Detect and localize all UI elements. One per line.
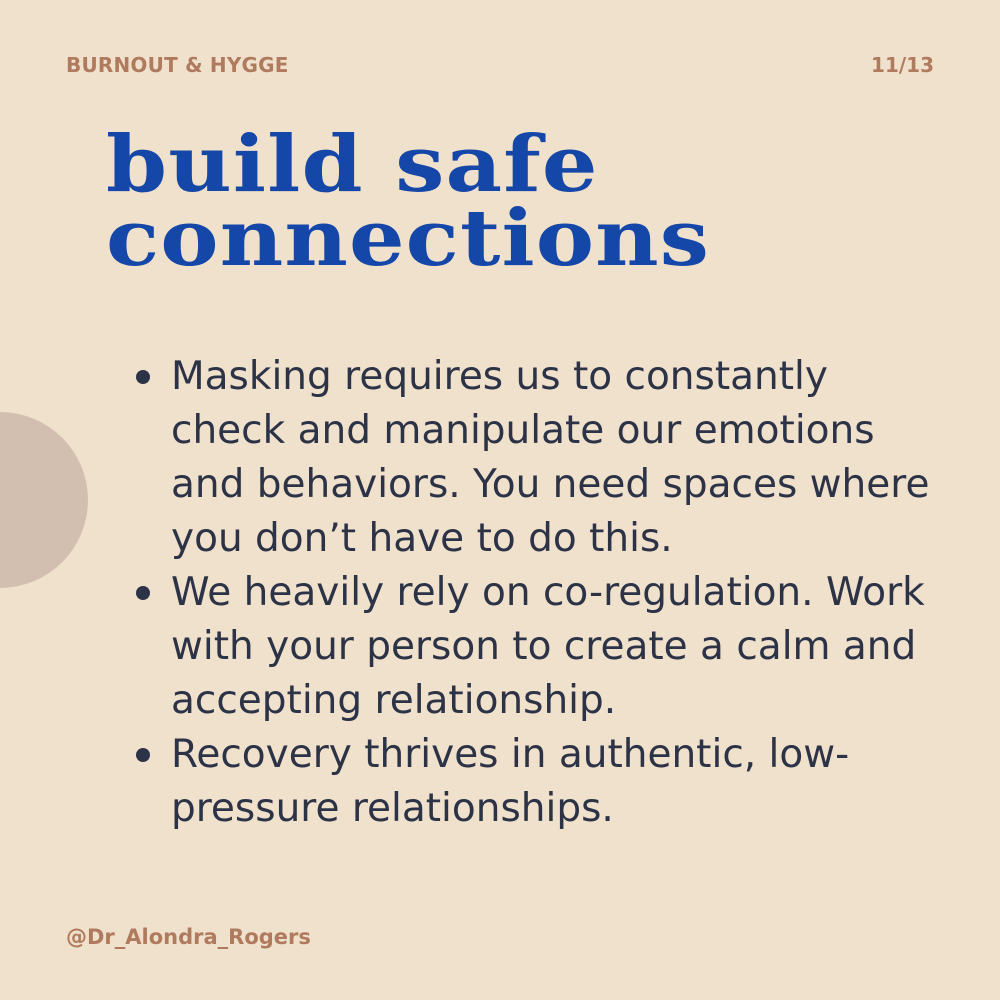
brand-label: BURNOUT & HYGGE [66, 53, 289, 77]
list-item [171, 350, 931, 566]
bullet-text: Masking requires us to constantly check and manipulate our emotions and behaviors. You need spaces where you don’t have to do this. [171, 354, 930, 561]
list-item [171, 566, 931, 728]
decorative-circle [0, 412, 88, 588]
author-handle: @Dr_Alondra_Rogers [66, 925, 311, 949]
bullet-icon [136, 748, 150, 762]
bullet-icon [136, 370, 150, 384]
bullet-text: Recovery thrives in authentic, low-pressure relationships. [171, 732, 850, 831]
bullet-list [171, 350, 931, 836]
bullet-text: We heavily rely on co-regulation. Work with your person to create a calm and accepting relationship. [171, 570, 925, 723]
page-indicator: 11/13 [871, 53, 934, 77]
title-line-1: build safe [106, 119, 599, 210]
bullet-icon [136, 586, 150, 600]
page-title [106, 119, 711, 284]
title-line-2: connections [106, 193, 711, 284]
list-item [171, 728, 931, 836]
